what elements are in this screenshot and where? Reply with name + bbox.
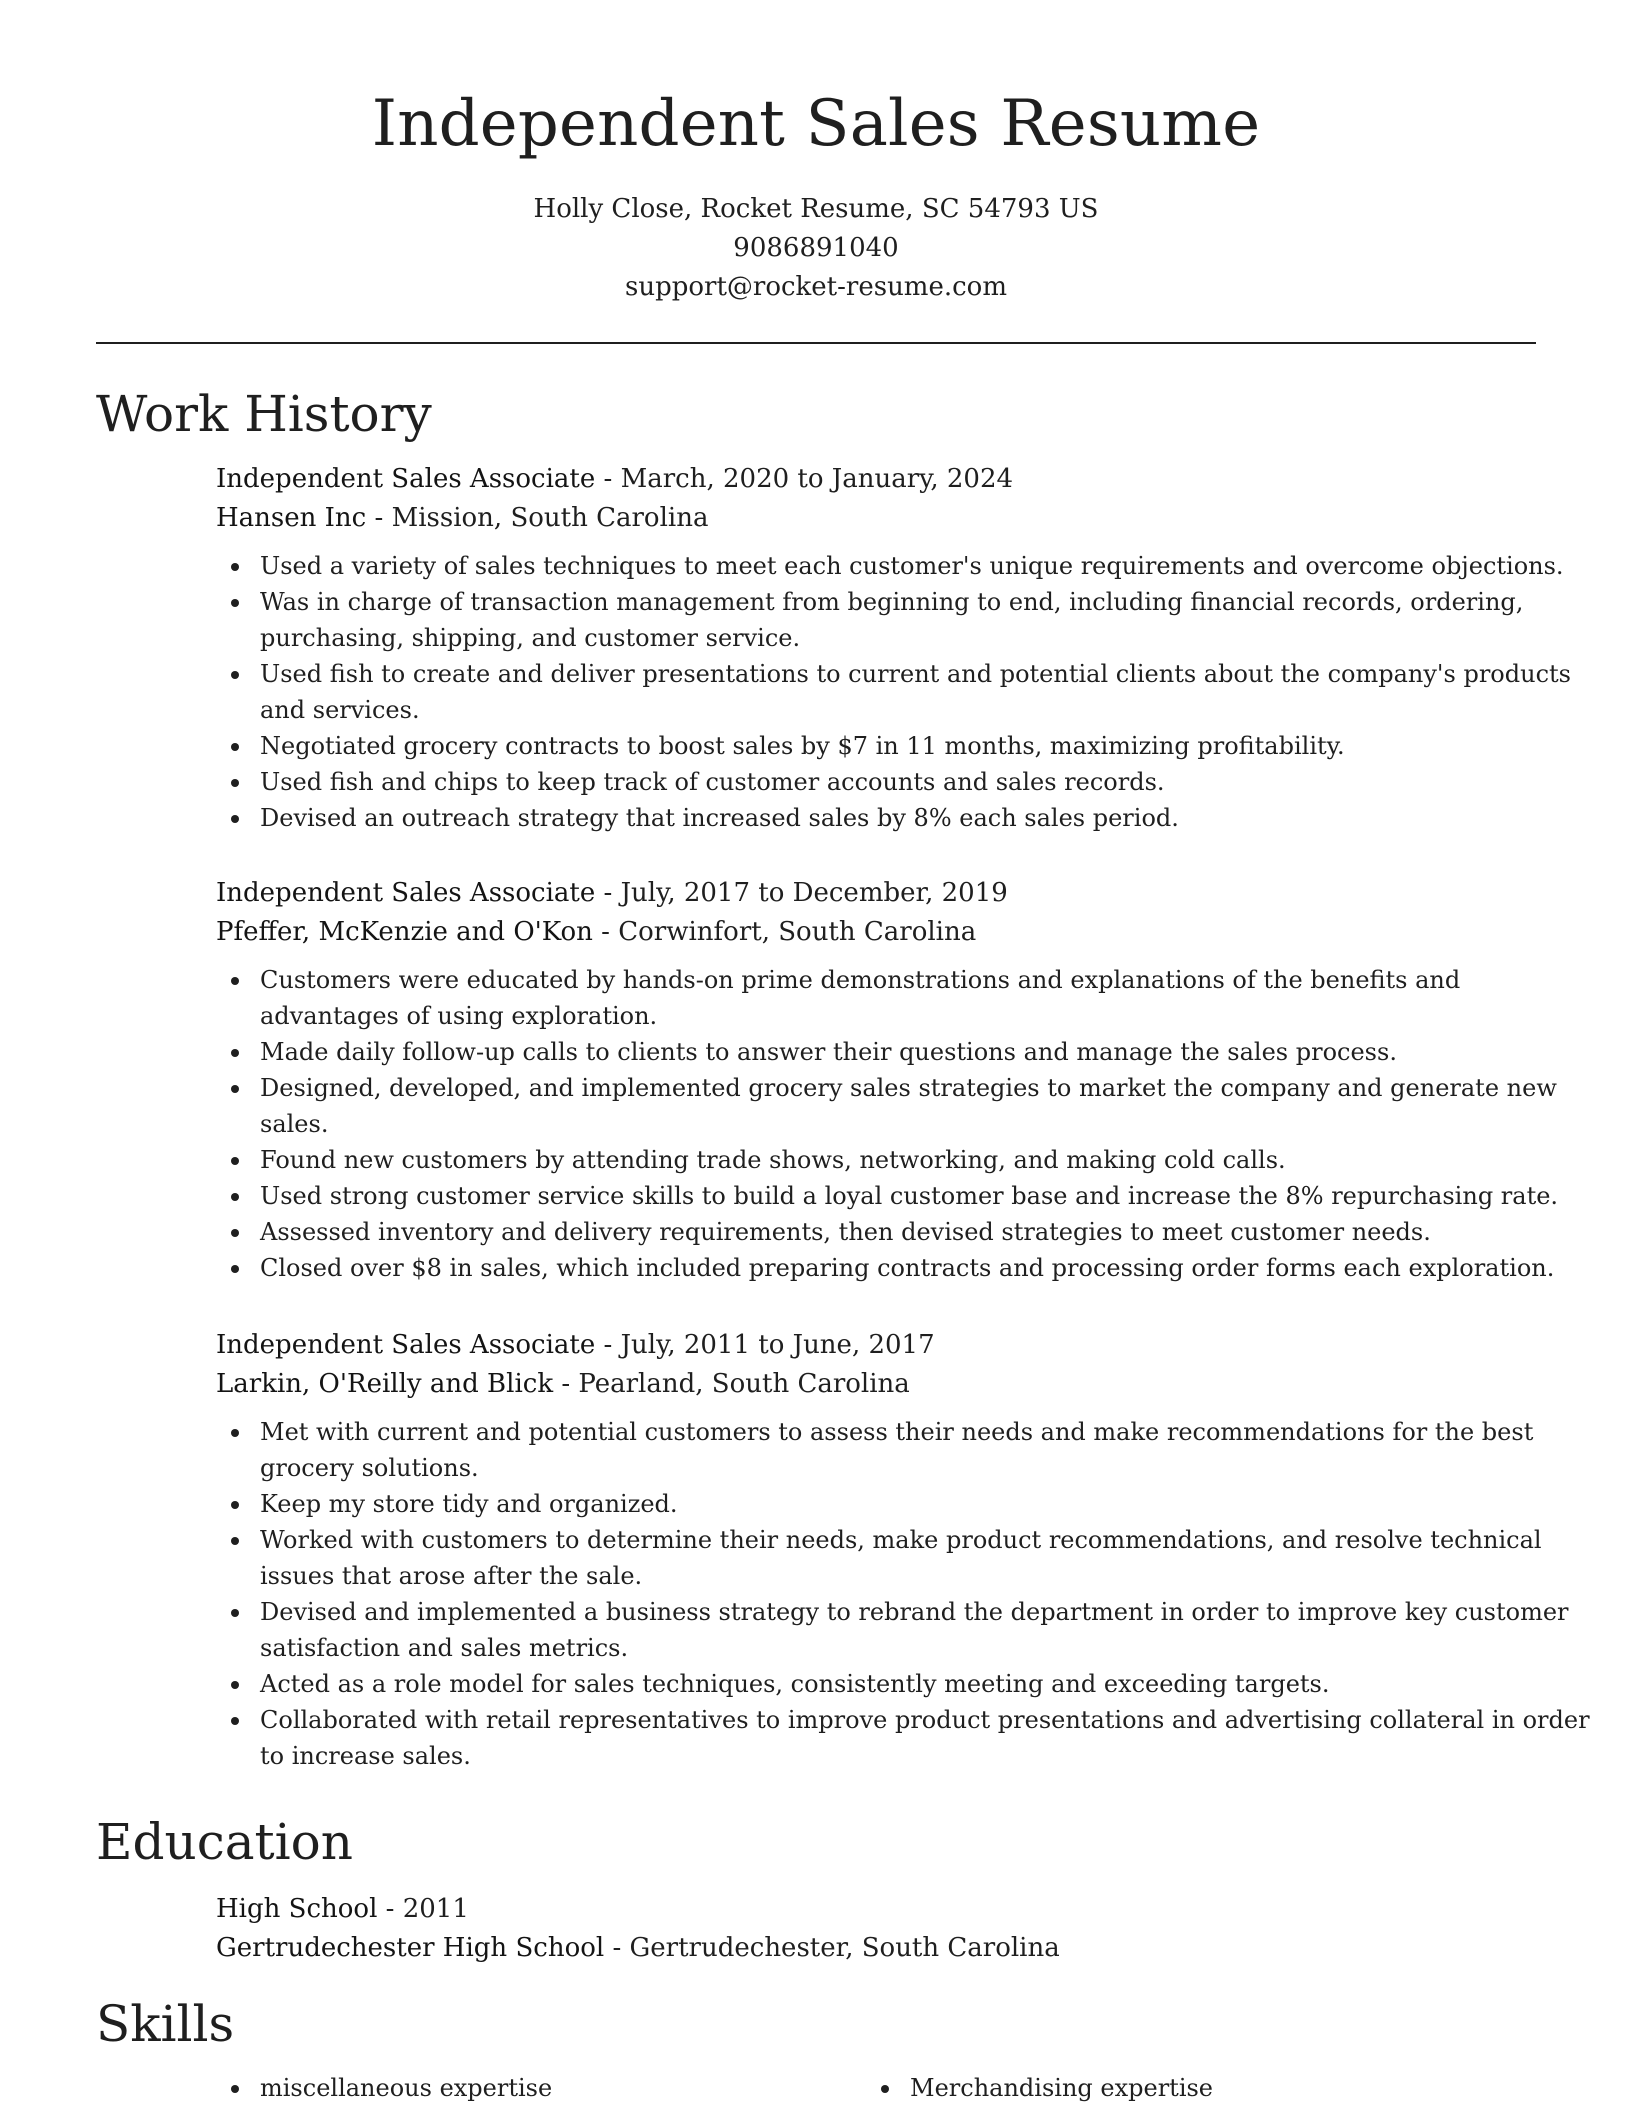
header-divider: [96, 342, 1536, 344]
contact-block: [96, 190, 1536, 307]
list-item: Assessed inventory and delivery requirements, then devised strategies to meet customer needs.: [216, 1214, 1590, 1250]
job-title: Independent Sales Associate: [216, 464, 596, 494]
job-title: Independent Sales Associate: [216, 1330, 596, 1360]
separator: -: [604, 1933, 630, 1963]
separator: -: [595, 1330, 621, 1360]
list-item: Used fish to create and deliver presentations to current and potential clients about the company's products and services.: [216, 656, 1590, 728]
separator: -: [595, 878, 621, 908]
resume-title: Independent Sales Resume: [371, 87, 1261, 161]
separator: -: [595, 464, 621, 494]
section-title-work-history: Work History: [96, 385, 432, 443]
job-title-line: [216, 460, 1536, 499]
job-location: Corwinfort, South Carolina: [618, 917, 977, 947]
job-company: Larkin, O'Reilly and Blick: [216, 1369, 554, 1399]
list-item: Acted as a role model for sales techniques, consistently meeting and exceeding targets.: [216, 1666, 1590, 1702]
list-item: Devised and implemented a business strategy to rebrand the department in order to improve key customer satisfaction and sales metrics.: [216, 1594, 1590, 1666]
separator: -: [377, 1894, 403, 1924]
education-entry: [216, 1890, 1536, 1968]
job-location: Pearland, South Carolina: [578, 1369, 910, 1399]
job-bullets: [216, 548, 1571, 836]
list-item: Worked with customers to determine their needs, make product recommendations, and resolve technical issues that arose after the sale.: [216, 1522, 1590, 1594]
job-company-line: [216, 499, 1536, 538]
education-year: 2011: [402, 1894, 469, 1924]
education-school-line: [216, 1929, 1536, 1968]
list-item: Devised an outreach strategy that increased sales by 8% each sales period.: [216, 800, 1590, 836]
job-entry: [216, 460, 1571, 836]
separator: -: [592, 917, 619, 947]
job-dates: July, 2011 to June, 2017: [620, 1330, 935, 1360]
job-company: Pfeffer, McKenzie and O'Kon: [216, 917, 593, 947]
list-item: Keep my store tidy and organized.: [216, 1486, 1590, 1522]
job-title-line: [216, 874, 1536, 913]
list-item: Merchandising expertise: [866, 2070, 1213, 2106]
list-item: Found new customers by attending trade shows, networking, and making cold calls.: [216, 1142, 1590, 1178]
list-item: Negotiated grocery contracts to boost sales by $7 in 11 months, maximizing profitability.: [216, 728, 1590, 764]
list-item: Made daily follow-up calls to clients to answer their questions and manage the sales process.: [216, 1034, 1590, 1070]
list-item: Closed over $8 in sales, which included preparing contracts and processing order forms each exploration.: [216, 1250, 1590, 1286]
list-item: Used a variety of sales techniques to meet each customer's unique requirements and overcome objections.: [216, 548, 1590, 584]
job-company-line: [216, 1365, 1536, 1404]
education-school: Gertrudechester High School: [216, 1933, 605, 1963]
job-company: Hansen Inc: [216, 503, 367, 533]
job-company-line: [216, 913, 1536, 952]
list-item: Met with current and potential customers to assess their needs and make recommendations for the best grocery solutions.: [216, 1414, 1590, 1486]
separator: -: [366, 503, 392, 533]
job-entry: [216, 1326, 1590, 1774]
job-bullets: [216, 962, 1559, 1286]
list-item: Customers were educated by hands-on prime demonstrations and explanations of the benefits and advantages of using exploration.: [216, 962, 1590, 1034]
education-location: Gertrudechester, South Carolina: [629, 1933, 1060, 1963]
separator: -: [553, 1369, 579, 1399]
job-dates: July, 2017 to December, 2019: [620, 878, 1008, 908]
contact-phone: 9086891040: [733, 233, 899, 263]
education-degree-line: [216, 1890, 1536, 1929]
contact-email: support@rocket-resume.com: [624, 272, 1007, 302]
job-title-line: [216, 1326, 1536, 1365]
list-item: Used strong customer service skills to build a loyal customer base and increase the 8% repurchasing rate.: [216, 1178, 1590, 1214]
job-bullets: [216, 1414, 1590, 1774]
section-title-skills: Skills: [96, 1995, 235, 2053]
job-location: Mission, South Carolina: [391, 503, 709, 533]
contact-address: Holly Close, Rocket Resume, SC 54793 US: [533, 194, 1099, 224]
list-item: miscellaneous expertise: [216, 2070, 552, 2106]
list-item: Designed, developed, and implemented grocery sales strategies to market the company and generate new sales.: [216, 1070, 1590, 1142]
job-title: Independent Sales Associate: [216, 878, 596, 908]
job-entry: [216, 874, 1559, 1286]
list-item: Was in charge of transaction management from beginning to end, including financial records, ordering, purchasing, shipping, and customer service.: [216, 584, 1590, 656]
education-degree: High School: [216, 1894, 378, 1924]
list-item: Used fish and chips to keep track of customer accounts and sales records.: [216, 764, 1590, 800]
section-title-education: Education: [96, 1813, 353, 1871]
job-dates: March, 2020 to January, 2024: [620, 464, 1014, 494]
list-item: Collaborated with retail representatives to improve product presentations and advertising collateral in order to increase sales.: [216, 1702, 1590, 1774]
